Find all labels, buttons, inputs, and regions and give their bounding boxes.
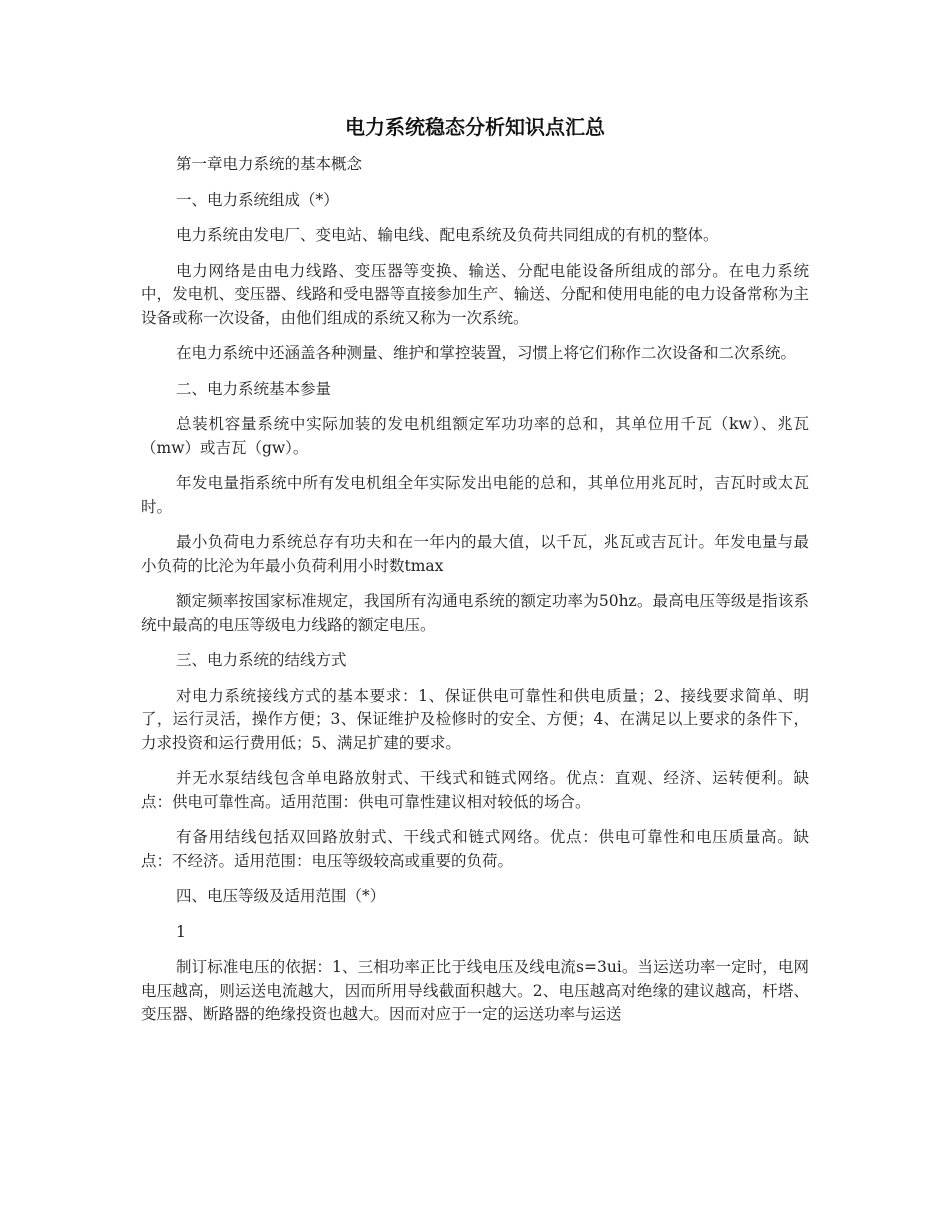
paragraph: 在电力系统中还涵盖各种测量、维护和掌控装置，习惯上将它们称作二次设备和二次系统。 bbox=[176, 344, 797, 362]
document-body bbox=[141, 112, 809, 1039]
paragraph: 最小负荷电力系统总存有功夫和在一年内的最大值，以千瓦，兆瓦或吉瓦计。年发电量与最小负荷的比沦为年最小负荷利用小时数tmax bbox=[141, 533, 809, 575]
page-number: 1 bbox=[176, 922, 186, 941]
section-heading-2: 二、电力系统基本参量 bbox=[176, 379, 332, 398]
paragraph: 有备用结线包括双回路放射式、干线式和链式网络。优点：供电可靠性和电压质量高。缺点：不经济。适用范围：电压等级较高或重要的负荷。 bbox=[141, 828, 809, 870]
paragraph: 额定频率按国家标准规定，我国所有沟通电系统的额定功率为50hz。最高电压等级是指该系统中最高的电压等级电力线路的额定电压。 bbox=[141, 592, 809, 634]
paragraph: 总装机容量系统中实际加装的发电机组额定军功功率的总和，其单位用千瓦（kw）、兆瓦（mw）或吉瓦（gw）。 bbox=[141, 415, 809, 457]
paragraph: 制订标准电压的依据：1、三相功率正比于线电压及线电流s=3ui。当运送功率一定时，电网电压越高，则运送电流越大，因而所用导线截面积越大。2、电压越高对绝缘的建议越高，杆塔、变压器、断路器的绝缘投资也越大。因而对应于一定的运送功率与运送 bbox=[141, 958, 809, 1023]
chapter-heading: 第一章电力系统的基本概念 bbox=[176, 155, 363, 173]
paragraph: 并无水泵结线包含单电路放射式、干线式和链式网络。优点：直观、经济、运转便利。缺点：供电可靠性高。适用范围：供电可靠性建议相对较低的场合。 bbox=[141, 769, 809, 811]
paragraph: 电力系统由发电厂、变电站、输电线、配电系统及负荷共同组成的有机的整体。 bbox=[176, 226, 719, 244]
paragraph: 对电力系统接线方式的基本要求：1、保证供电可靠性和供电质量；2、接线要求简单、明了，运行灵活，操作方便；3、保证维护及检修时的安全、方便；4、在满足以上要求的条件下，力求投资和运行费用低；5、满足扩建的要求。 bbox=[141, 686, 809, 752]
section-heading-4: 四、电压等级及适用范围（*） bbox=[176, 887, 386, 905]
document-title: 电力系统稳态分析知识点汇总 bbox=[345, 115, 605, 139]
paragraph: 年发电量指系统中所有发电机组全年实际发出电能的总和，其单位用兆瓦时，吉瓦时或太瓦时。 bbox=[141, 474, 809, 516]
section-heading-3: 三、电力系统的结线方式 bbox=[176, 651, 347, 669]
paragraph: 电力网络是由电力线路、变压器等变换、输送、分配电能设备所组成的部分。在电力系统中，发电机、变压器、线路和受电器等直接参加生产、输送、分配和使用电能的电力设备常称为主设备或称一次设备，由他们组成的系统又称为一次系统。 bbox=[141, 261, 809, 327]
section-heading-1: 一、电力系统组成（*） bbox=[176, 190, 339, 209]
